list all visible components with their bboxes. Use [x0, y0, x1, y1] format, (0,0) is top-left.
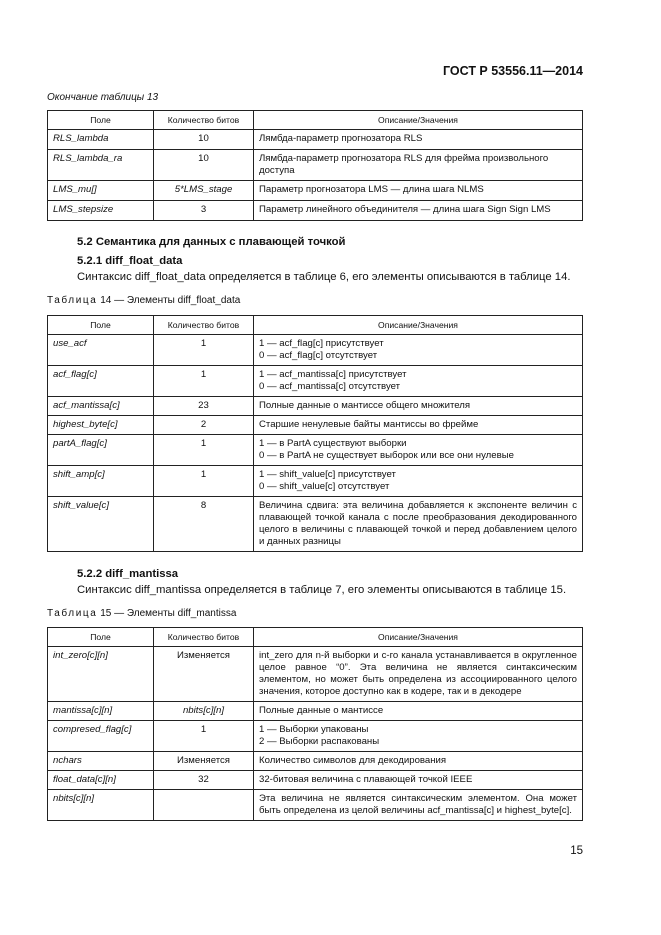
cell-desc: Лямбда-параметр прогнозатора RLS [254, 130, 583, 150]
section-5-2-1-title: 5.2.1 diff_float_data [77, 255, 183, 267]
header-desc: Описание/Значения [254, 316, 583, 335]
table-row [48, 181, 583, 201]
cell-desc: Полные данные о мантиссе общего множителя [254, 397, 583, 416]
table-header-row [48, 111, 583, 130]
cell-bits: 23 [154, 397, 254, 416]
header-desc: Описание/Значения [254, 111, 583, 130]
table-row [48, 435, 583, 466]
cell-bits: 10 [154, 150, 254, 181]
cell-field: RLS_lambda_ra [48, 150, 154, 181]
cell-bits: 8 [154, 497, 254, 552]
table-row [48, 721, 583, 752]
cell-field: nchars [48, 752, 154, 771]
cell-desc: 1 — acf_flag[c] присутствует 0 — acf_flag[c] отсутствует [254, 335, 583, 366]
cell-desc: Параметр линейного объединителя — длина шага Sign Sign LMS [254, 201, 583, 221]
cell-desc: 1 — acf_mantissa[c] присутствует 0 — acf_mantissa[c] отсутствует [254, 366, 583, 397]
cell-field: partA_flag[c] [48, 435, 154, 466]
header-bits: Количество битов [154, 316, 254, 335]
cell-bits: 1 [154, 335, 254, 366]
header-field: Поле [48, 111, 154, 130]
cell-bits: 10 [154, 130, 254, 150]
cell-bits: nbits[c][n] [154, 702, 254, 721]
header-bits: Количество битов [154, 111, 254, 130]
cell-bits: 3 [154, 201, 254, 221]
header-bits: Количество битов [154, 628, 254, 647]
table-header-row [48, 316, 583, 335]
cell-bits: 1 [154, 721, 254, 752]
table-row [48, 397, 583, 416]
table15-caption: Таблица 15 — Элементы diff_mantissa [47, 608, 237, 619]
cell-desc: int_zero для n-й выборки и c-го канала устанавливается в округленное целое равное “0”. Эта величина не является синтаксическим элементом, но может быть определена из ассоциированного целого значения, которое доступно как в кодере, так и в декодере [254, 647, 583, 702]
cell-desc: Количество символов для декодирования [254, 752, 583, 771]
table-row [48, 466, 583, 497]
table-row [48, 201, 583, 221]
cell-field: int_zero[c][n] [48, 647, 154, 702]
header-field: Поле [48, 628, 154, 647]
table-row [48, 790, 583, 821]
cell-bits: 1 [154, 466, 254, 497]
table14 [47, 315, 583, 552]
cell-field: LMS_stepsize [48, 201, 154, 221]
table-row [48, 150, 583, 181]
table13-caption: Окончание таблицы 13 [47, 92, 159, 103]
table-row [48, 497, 583, 552]
cell-field: shift_amp[c] [48, 466, 154, 497]
table14-caption: Таблица 14 — Элементы diff_float_data [47, 295, 241, 306]
cell-field: compresed_flag[c] [48, 721, 154, 752]
cell-desc: 1 — shift_value[c] присутствует 0 — shift_value[c] отсутствует [254, 466, 583, 497]
header-desc: Описание/Значения [254, 628, 583, 647]
header-field: Поле [48, 316, 154, 335]
table-row [48, 752, 583, 771]
cell-field: use_acf [48, 335, 154, 366]
cell-field: nbits[c][n] [48, 790, 154, 821]
cell-field: float_data[c][n] [48, 771, 154, 790]
cell-desc: Эта величина не является синтаксическим элементом. Она может быть определена из целой величины acf_mantissa[c] и highest_byte[c]. [254, 790, 583, 821]
table-row [48, 366, 583, 397]
section-5-2-2-title: 5.2.2 diff_mantissa [77, 568, 179, 580]
cell-bits: 32 [154, 771, 254, 790]
cell-field: acf_flag[c] [48, 366, 154, 397]
table-row [48, 771, 583, 790]
cell-desc: 32-битовая величина с плавающей точкой IEEE [254, 771, 583, 790]
table13 [47, 110, 583, 221]
document-id: ГОСТ Р 53556.11—2014 [442, 64, 583, 78]
table15 [47, 627, 583, 821]
cell-bits: 1 [154, 435, 254, 466]
table-row [48, 130, 583, 150]
cell-bits: Изменяется [154, 752, 254, 771]
cell-field: RLS_lambda [48, 130, 154, 150]
table-header-row [48, 628, 583, 647]
cell-desc: 1 — Выборки упакованы 2 — Выборки распакованы [254, 721, 583, 752]
section-5-2-1-text: Синтаксис diff_float_data определяется в таблице 6, его элементы описываются в таблице 14. [77, 271, 571, 283]
cell-desc: Полные данные о мантиссе [254, 702, 583, 721]
table-row [48, 335, 583, 366]
cell-bits: 1 [154, 366, 254, 397]
cell-desc: Величина сдвига: эта величина добавляется к экспоненте величин с плавающей точкой канала c после преобразования декодированного целого в величины с плавающей точкой и перед добавлением целого и данных разницы [254, 497, 583, 552]
cell-bits: Изменяется [154, 647, 254, 702]
cell-field: LMS_mu[] [48, 181, 154, 201]
cell-desc: 1 — в PartA существуют выборки 0 — в PartA не существует выборок или все они нулевые [254, 435, 583, 466]
page-number: 15 [570, 845, 583, 857]
cell-desc: Параметр прогнозатора LMS — длина шага NLMS [254, 181, 583, 201]
cell-desc: Лямбда-параметр прогнозатора RLS для фрейма произвольного доступа [254, 150, 583, 181]
cell-bits: 2 [154, 416, 254, 435]
cell-field: highest_byte[c] [48, 416, 154, 435]
cell-field: acf_mantissa[c] [48, 397, 154, 416]
cell-field: shift_value[c] [48, 497, 154, 552]
section-5-2-2-text: Синтаксис diff_mantissa определяется в таблице 7, его элементы описываются в таблице 15. [77, 584, 567, 596]
table-row [48, 647, 583, 702]
section-5-2-title: 5.2 Семантика для данных с плавающей точкой [77, 236, 346, 248]
cell-bits [154, 790, 254, 821]
cell-desc: Старшие ненулевые байты мантиссы во фрейме [254, 416, 583, 435]
cell-bits: 5*LMS_stage [154, 181, 254, 201]
cell-field: mantissa[c][n] [48, 702, 154, 721]
table-row [48, 702, 583, 721]
table-row [48, 416, 583, 435]
